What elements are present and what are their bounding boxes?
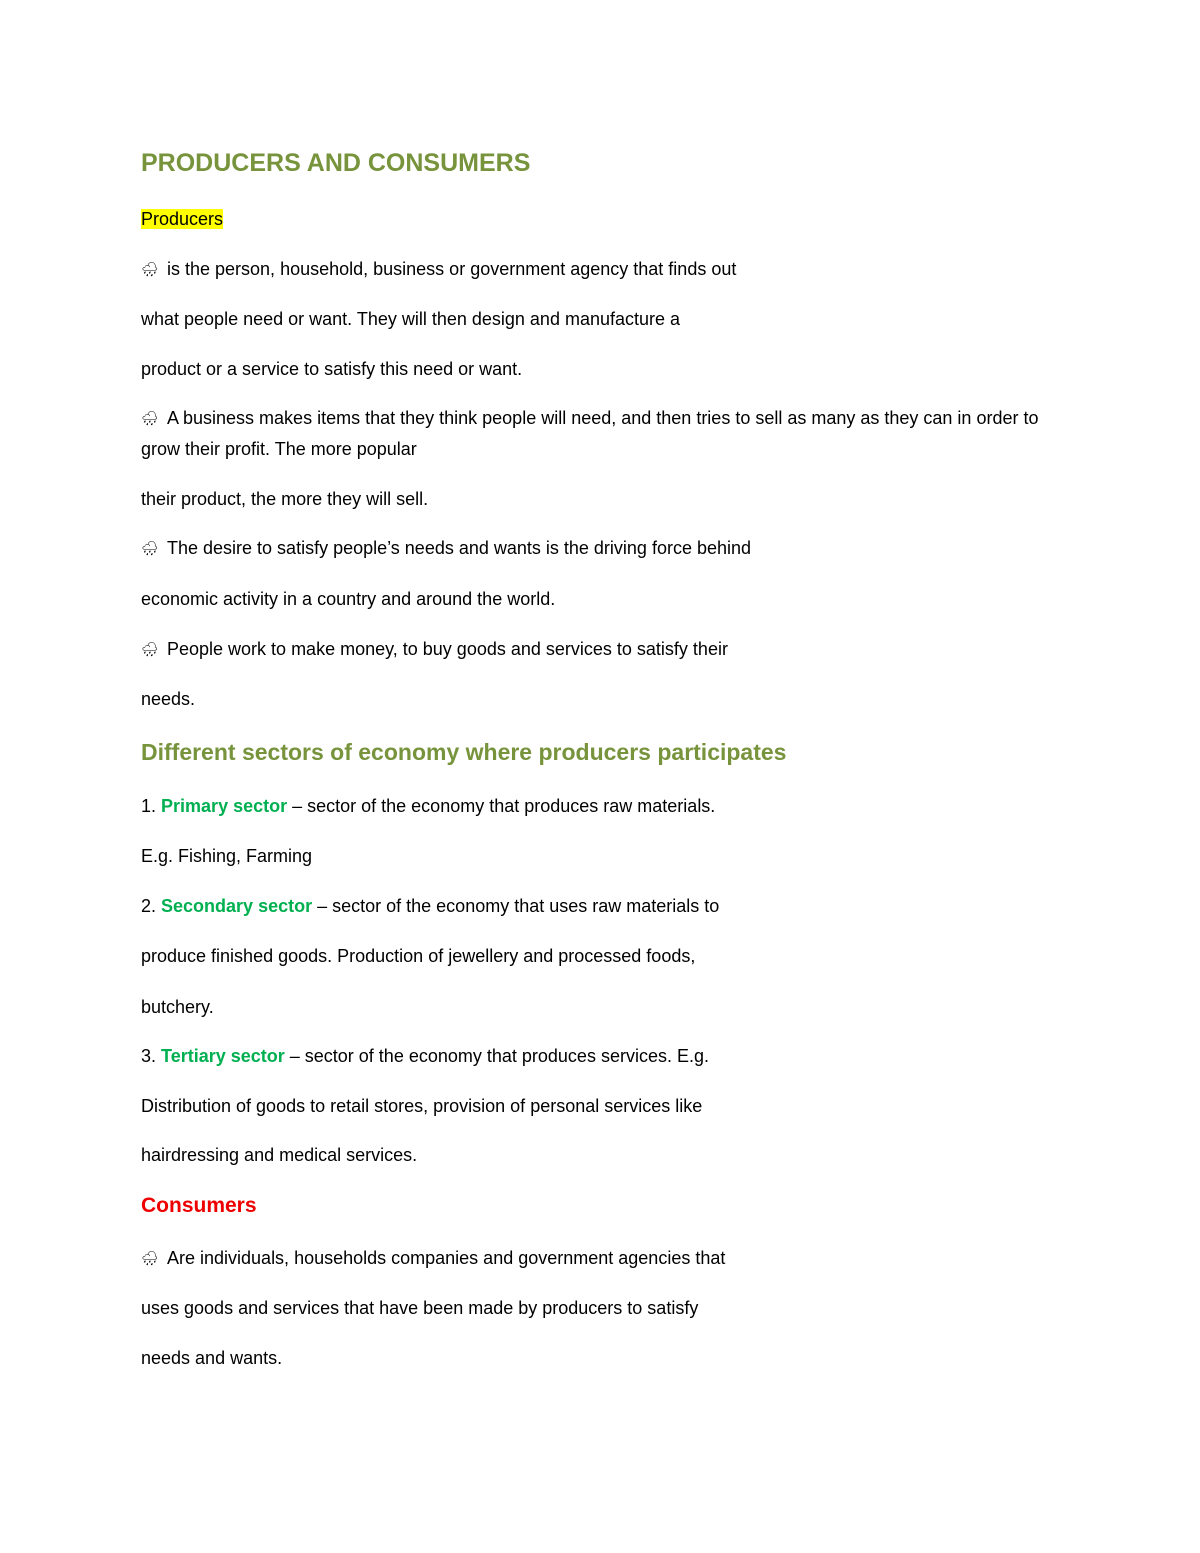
sector-primary-line-2: E.g. Fishing, Farming xyxy=(141,846,313,866)
cloud-rain-bullet-icon: 🌧 xyxy=(141,410,159,426)
producers-heading-text: Producers xyxy=(141,209,224,229)
bullet-3-line-1: The desire to satisfy people’s needs and wants is the driving force behind xyxy=(167,538,752,558)
consumers-bullet-1 xyxy=(141,1247,725,1269)
sector-description: – sector of the economy that produces raw materials. xyxy=(287,796,716,816)
sectors-heading: Different sectors of economy where producers participates xyxy=(141,739,787,765)
consumers-line-1: Are individuals, households companies and government agencies that xyxy=(167,1248,726,1268)
cloud-rain-bullet-icon: 🌧 xyxy=(141,261,159,277)
bullet-1-line-2: what people need or want. They will then design and manufacture a xyxy=(141,309,681,329)
producers-bullet-3 xyxy=(141,537,751,559)
bullet-2-line-2: their product, the more they will sell. xyxy=(141,489,429,509)
sector-secondary-line-2: produce finished goods. Production of jewellery and processed foods, xyxy=(141,946,696,966)
sector-number: 1. xyxy=(141,796,157,816)
sector-term: Primary sector xyxy=(161,796,288,816)
bullet-3-line-2: economic activity in a country and around the world. xyxy=(141,589,556,609)
consumers-heading: Consumers xyxy=(141,1194,257,1217)
producers-bullet-2 xyxy=(141,403,1061,465)
sector-number: 2. xyxy=(141,896,157,916)
page-title: PRODUCERS AND CONSUMERS xyxy=(141,149,531,177)
sector-term: Secondary sector xyxy=(161,896,313,916)
sector-tertiary xyxy=(141,1045,709,1067)
producers-bullet-1 xyxy=(141,258,736,280)
cloud-rain-bullet-icon: 🌧 xyxy=(141,1250,159,1266)
sector-tertiary-line-2: Distribution of goods to retail stores, provision of personal services like xyxy=(141,1096,703,1116)
bullet-2-line-1: A business makes items that they think people will need, and then tries to sell as many as they can in order to grow their profit. The more popular xyxy=(141,408,1039,459)
sector-description: – sector of the economy that produces services. E.g. xyxy=(284,1046,709,1066)
consumers-line-3: needs and wants. xyxy=(141,1348,283,1368)
sector-tertiary-line-3: hairdressing and medical services. xyxy=(141,1145,418,1165)
bullet-1-line-1: is the person, household, business or government agency that finds out xyxy=(167,259,737,279)
sector-description: – sector of the economy that uses raw materials to xyxy=(312,896,720,916)
sector-primary xyxy=(141,795,715,817)
bullet-4-line-2: needs. xyxy=(141,689,196,709)
bullet-1-line-3: product or a service to satisfy this need or want. xyxy=(141,359,523,379)
sector-secondary xyxy=(141,895,719,917)
sector-secondary-line-3: butchery. xyxy=(141,997,214,1017)
producers-heading xyxy=(141,208,223,230)
cloud-rain-bullet-icon: 🌧 xyxy=(141,540,159,556)
sector-term: Tertiary sector xyxy=(161,1046,285,1066)
consumers-line-2: uses goods and services that have been made by producers to satisfy xyxy=(141,1298,699,1318)
cloud-rain-bullet-icon: 🌧 xyxy=(141,641,159,657)
sector-number: 3. xyxy=(141,1046,157,1066)
bullet-4-line-1: People work to make money, to buy goods and services to satisfy their xyxy=(167,639,728,659)
producers-bullet-4 xyxy=(141,638,728,660)
